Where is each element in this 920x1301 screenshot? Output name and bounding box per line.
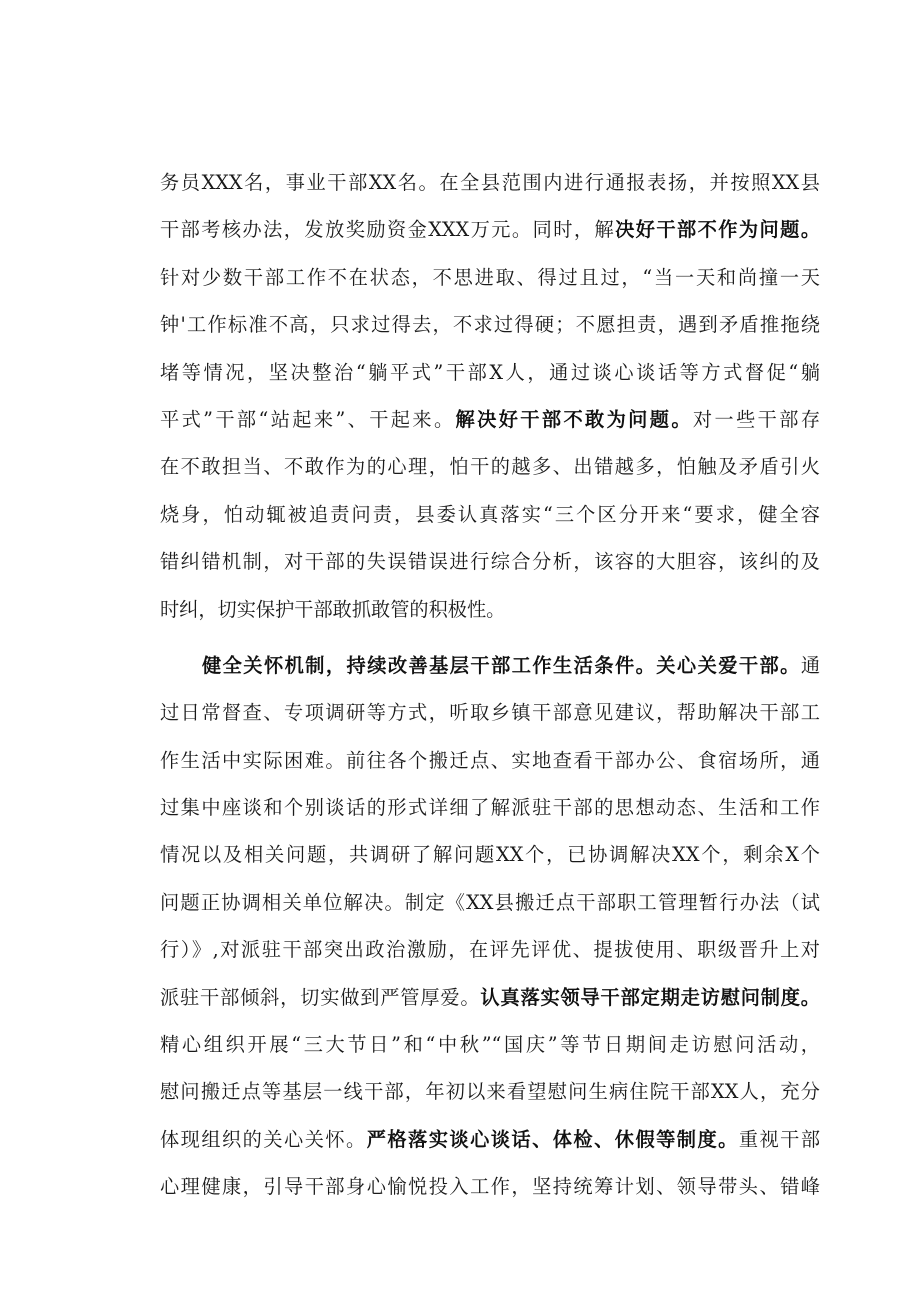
bold-text-run: 解决好干部不敢为问题。 (455, 407, 693, 431)
text-run: 作生活中实际困难。前往各个搬迁点、实地查看干部办公、食宿场所，通 (160, 748, 820, 772)
text-line (160, 1163, 820, 1210)
text-run: 心理健康，引导干部身心愉悦投入工作，坚持统筹计划、领导带头、错峰 (160, 1175, 820, 1199)
text-line (160, 1021, 820, 1068)
text-line (160, 642, 820, 689)
text-line (160, 879, 820, 926)
bold-text-run: 决好干部不作为问题。 (615, 218, 821, 242)
text-run: 行）》,对派驻干部突出政治激励，在评先评优、提拔使用、职级晋升上对 (160, 938, 820, 962)
text-run: 精心组织开展“三大节日”和“中秋”“国庆”等节日期间走访慰问活动， (160, 1033, 820, 1057)
text-line (160, 396, 820, 443)
bold-text-run: 认真落实领导干部定期走访慰问制度。 (480, 985, 820, 1009)
bold-text-run: 严格落实谈心谈话、体检、休假等制度。 (366, 1127, 739, 1151)
text-line (160, 254, 820, 301)
text-run: 问题正协调相关单位解决。制定《XX县搬迁点干部职工管理暂行办法（试 (160, 890, 820, 914)
text-run: 时纠，切实保护干部敢抓敢管的积极性。 (160, 597, 506, 621)
document-body (160, 159, 820, 1211)
text-line (160, 159, 820, 206)
text-run: 平式”干部“站起来”、干起来。 (160, 407, 456, 431)
text-line (160, 974, 820, 1021)
text-run: 过日常督查、专项调研等方式，听取乡镇干部意见建议，帮助解决干部工 (160, 701, 820, 725)
text-run: 干部考核办法，发放奖励资金XXX万元。同时，解 (160, 218, 616, 242)
text-run: 体现组织的关心关怀。 (160, 1127, 367, 1151)
bold-text-run: 健全关怀机制，持续改善基层干部工作生活条件。关心关爱干部。 (202, 653, 801, 677)
text-line (160, 586, 820, 633)
text-line (160, 737, 820, 784)
text-run: 通 (800, 653, 820, 677)
text-line (160, 784, 820, 831)
text-run: 派驻干部倾斜，切实做到严管厚爱。 (160, 985, 481, 1009)
text-line (160, 831, 820, 878)
text-line (160, 443, 820, 490)
text-line (160, 538, 820, 585)
text-line (160, 301, 820, 348)
text-line (160, 349, 820, 396)
text-line (160, 926, 820, 973)
text-line (160, 491, 820, 538)
text-run: 情况以及相关问题，共调研了解问题XX个，已协调解决XX个，剩余X个 (160, 843, 820, 867)
text-run: 烧身，怕动辄被追责问责，县委认真落实“三个区分开来“要求，健全容 (160, 502, 820, 526)
text-run: 慰问搬迁点等基层一线干部，年初以来看望慰问生病住院干部XX人，充分 (160, 1080, 820, 1104)
text-run: 务员XXX名，事业干部XX名。在全县范围内进行通报表扬，并按照XX县 (160, 171, 820, 194)
text-run: 重视干部 (738, 1127, 821, 1151)
text-run: 针对少数干部工作不在状态，不思进取、得过且过，“当一天和尚撞一天 (160, 265, 820, 289)
text-run: 过集中座谈和个别谈话的形式详细了解派驻干部的思想动态、生活和工作 (160, 796, 820, 820)
text-run: 堵等情况，坚决整治“躺平式”干部X人，通过谈心谈话等方式督促“躺 (160, 360, 820, 384)
text-line (160, 1116, 820, 1163)
text-run: 在不敢担当、不敢作为的心理，怕干的越多、出错越多，怕触及矛盾引火 (160, 455, 820, 479)
text-run: 错纠错机制，对干部的失误错误进行综合分析，该容的大胆容，该纠的及 (160, 550, 820, 574)
text-line (160, 689, 820, 736)
text-line (160, 206, 820, 253)
text-run: 钟'工作标准不高，只求过得去，不求过得硬；不愿担责，遇到矛盾推拖绕 (160, 313, 820, 337)
text-line (160, 1068, 820, 1115)
text-run: 对一些干部存 (692, 407, 821, 431)
